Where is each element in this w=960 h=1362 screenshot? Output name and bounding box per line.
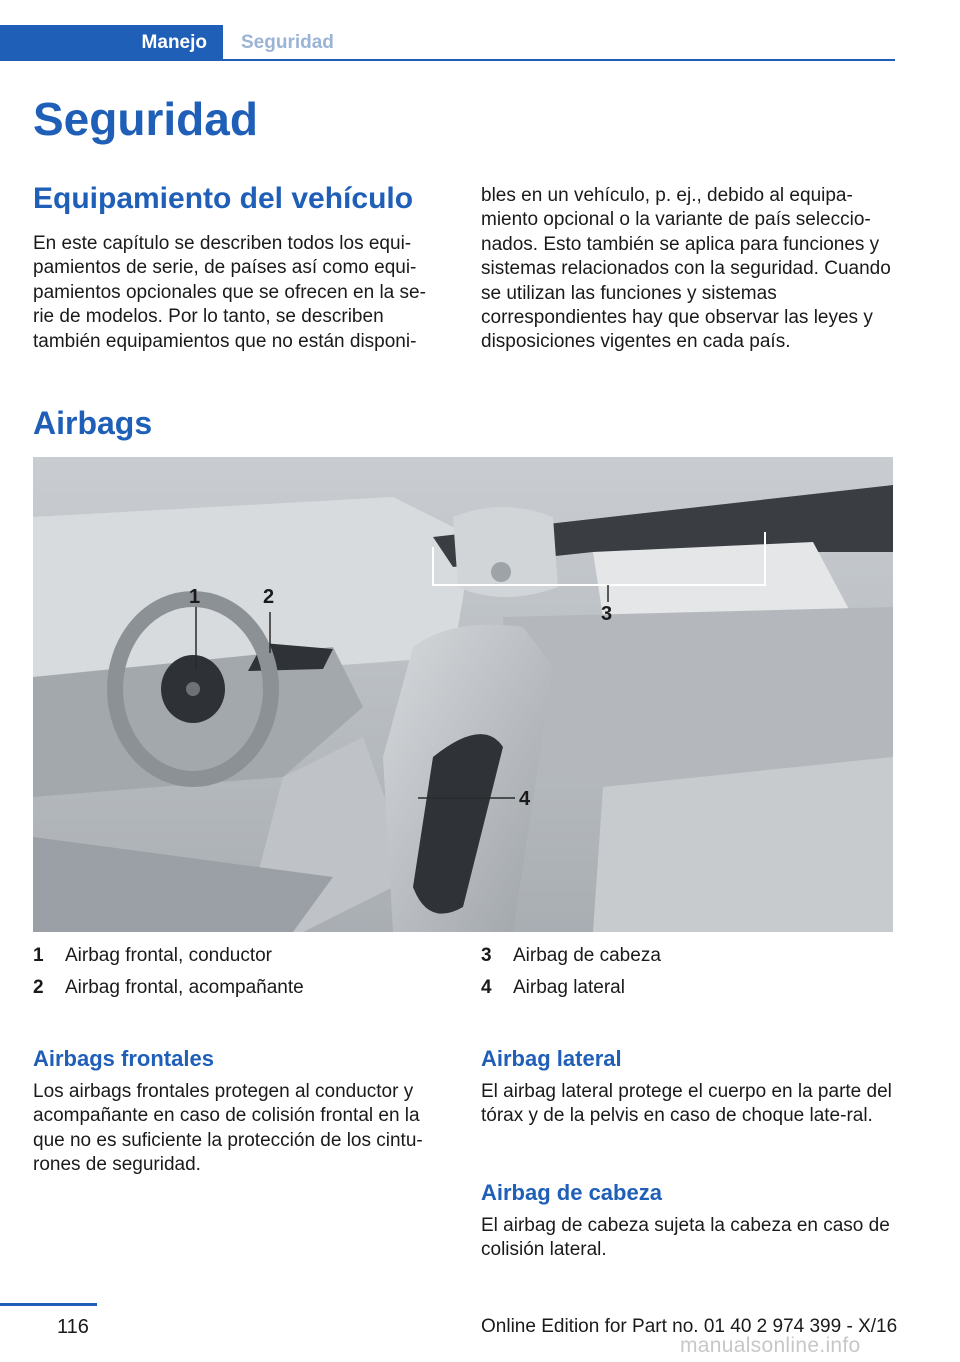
section-title-equipment: Equipamiento del vehículo — [33, 182, 414, 215]
car-interior-drawing — [33, 457, 893, 932]
callout-1: 1 — [189, 586, 201, 608]
callout-2: 2 — [263, 586, 275, 608]
tab-manejo[interactable] — [0, 25, 223, 61]
airbags-illustration — [33, 457, 893, 932]
edition-note: Online Edition for Part no. 01 40 2 974 399 - X/16 — [481, 1316, 898, 1337]
head-title: Airbag de cabeza — [481, 1180, 662, 1205]
legend-left — [33, 940, 453, 1004]
legend-item — [481, 972, 895, 1004]
legend-item — [481, 940, 895, 972]
legend-label: Airbag lateral — [513, 977, 625, 998]
header-tabs — [0, 25, 895, 61]
legend-num: 2 — [33, 977, 44, 998]
legend-item — [33, 972, 453, 1004]
equipment-text-right: bles en un vehículo, p. ej., debido al equipa‐miento opcional o la variante de país seleccio‐nados. Esto también se aplica para funciones y sistemas relacionados con la seguridad. Cuando se utilizan las funciones y sistemas correspondientes hay que observar las leyes y disposiciones vigentes en cada país. — [481, 185, 891, 353]
callout-3: 3 — [601, 603, 613, 625]
footer-rule — [0, 1303, 97, 1306]
legend-num: 3 — [481, 945, 492, 966]
header-rule — [0, 59, 895, 61]
head-text: El airbag de cabeza sujeta la cabeza en caso de colisión lateral. — [481, 1215, 890, 1261]
equipment-text-left: En este capítulo se describen todos los equi‐pamientos de serie, de países así como equi‐pamientos opcionales que se ofrecen en la se‐rie de modelos. Por lo tanto, se describen también equipamientos que no están disponi‐ — [33, 233, 426, 352]
legend-num: 4 — [481, 977, 492, 998]
section-title-airbags: Airbags — [33, 405, 153, 441]
frontal-text: Los airbags frontales protegen al conductor y acompañante en caso de colisión frontal en la que no es suficiente la protección de los cintu‐rones de seguridad. — [33, 1081, 423, 1176]
legend-num: 1 — [33, 945, 44, 966]
lateral-text: El airbag lateral protege el cuerpo en la parte del tórax y de la pelvis en caso de choque late‐ral. — [481, 1081, 892, 1127]
legend-item — [33, 940, 453, 972]
page-title: Seguridad — [33, 93, 258, 145]
frontal-title: Airbags frontales — [33, 1046, 214, 1071]
tab-manejo-label: Manejo — [141, 32, 207, 53]
legend-label: Airbag de cabeza — [513, 945, 661, 966]
page-number: 116 — [57, 1316, 89, 1338]
legend-label: Airbag frontal, conductor — [65, 945, 273, 966]
tab-seguridad[interactable]: Seguridad — [241, 32, 334, 53]
callout-4: 4 — [519, 788, 531, 810]
lateral-title: Airbag lateral — [481, 1046, 622, 1071]
legend-right — [481, 940, 895, 1004]
watermark: manualsonline.info — [680, 1334, 861, 1357]
legend-label: Airbag frontal, acompañante — [65, 977, 304, 998]
